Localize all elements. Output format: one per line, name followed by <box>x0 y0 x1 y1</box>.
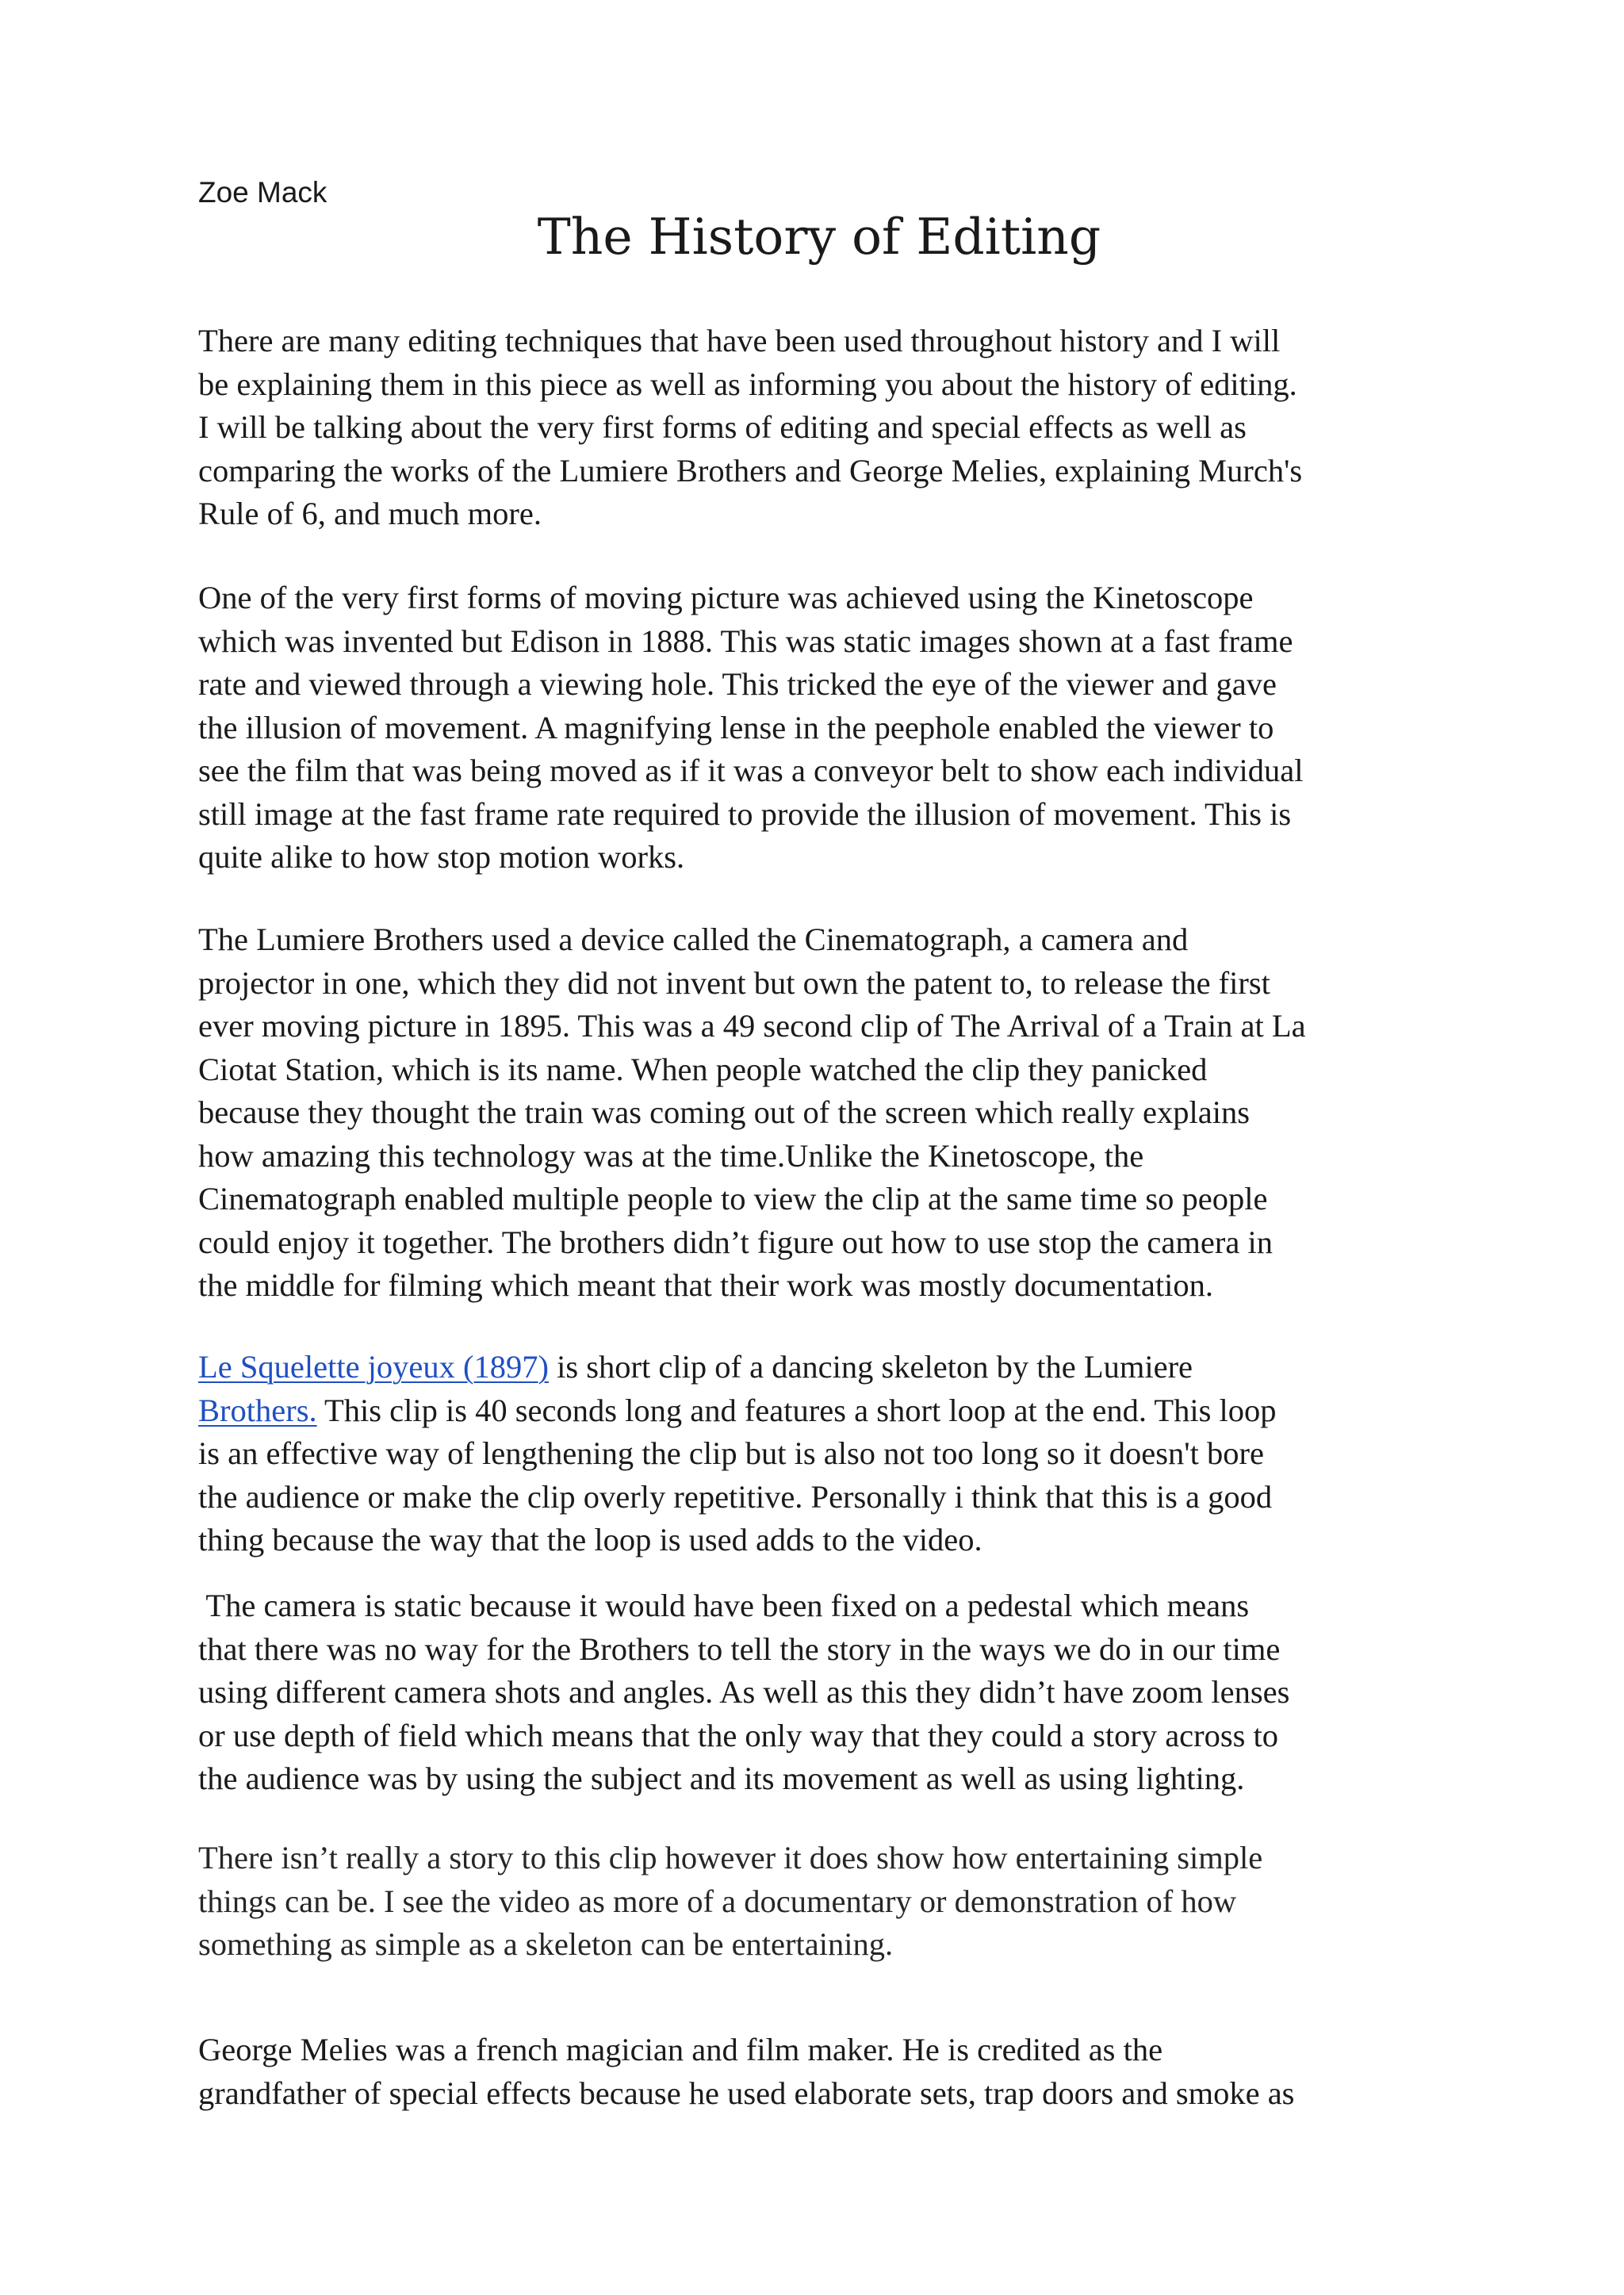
paragraph-static-camera <box>198 1584 1451 1801</box>
text-line: or use depth of field which means that the only way that they could a story across to <box>198 1717 1279 1753</box>
text-line: There isn’t really a story to this clip however it does show how entertaining simple <box>198 1840 1263 1875</box>
paragraph-story <box>198 1837 1451 1967</box>
text-line: Ciotat Station, which is its name. When people watched the clip they panicked <box>198 1051 1208 1087</box>
text-line: using different camera shots and angles. As well as this they didn’t have zoom lenses <box>198 1674 1290 1710</box>
text-line: George Melies was a french magician and film maker. He is credited as the <box>198 2032 1163 2067</box>
text-line: still image at the fast frame rate required to provide the illusion of movement. This is <box>198 795 1292 832</box>
text-line: the illusion of movement. A magnifying lense in the peephole enabled the viewer to <box>198 709 1274 745</box>
text-line: the audience or make the clip overly repetitive. Personally i think that this is a good <box>198 1478 1273 1515</box>
text-line: Cinematograph enabled multiple people to view the clip at the same time so people <box>198 1181 1268 1216</box>
text-line: There are many editing techniques that have been used throughout history and I will <box>198 323 1281 358</box>
paragraph-lumiere-brothers <box>198 918 1451 1308</box>
text-line: One of the very first forms of moving picture was achieved using the Kinetoscope <box>198 580 1254 615</box>
author-name: Zoe Mack <box>198 176 327 209</box>
text-line: rate and viewed through a viewing hole. This tricked the eye of the viewer and gave <box>198 666 1277 702</box>
text-line: projector in one, which they did not invent but own the patent to, to release the first <box>198 964 1270 1001</box>
text-line: things can be. I see the video as more of a documentary or demonstration of how <box>198 1883 1237 1919</box>
text-line <box>198 1346 1451 1389</box>
text-line: comparing the works of the Lumiere Brothers and George Melies, explaining Murch's <box>198 452 1303 489</box>
text-line: quite alike to how stop motion works. <box>198 839 685 875</box>
text-line: which was invented but Edison in 1888. This was static images shown at a fast frame <box>198 623 1293 659</box>
text-line: something as simple as a skeleton can be entertaining. <box>198 1926 894 1962</box>
paragraph-intro <box>198 320 1451 536</box>
paragraph-le-squelette <box>198 1346 1451 1562</box>
paragraph-george-melies <box>198 2029 1451 2115</box>
text-line: ever moving picture in 1895. This was a 49 second clip of The Arrival of a Train at La <box>198 1008 1306 1044</box>
text-run: is short clip of a dancing skeleton by the Lumiere <box>549 1349 1193 1385</box>
film-link[interactable]: Le Squelette joyeux (1897) <box>198 1349 549 1385</box>
text-line: The camera is static because it would have been fixed on a pedestal which means <box>198 1588 1250 1623</box>
text-line: be explaining them in this piece as well as informing you about the history of editing. <box>198 366 1297 402</box>
text-line: that there was no way for the Brothers to tell the story in the ways we do in our time <box>198 1630 1281 1667</box>
text-run: This clip is 40 seconds long and features a short loop at the end. This loop <box>316 1392 1277 1428</box>
text-line: Rule of 6, and much more. <box>198 496 542 531</box>
text-line: The Lumiere Brothers used a device called the Cinematograph, a camera and <box>198 921 1189 957</box>
text-line: because they thought the train was coming out of the screen which really explains <box>198 1094 1250 1130</box>
text-line: I will be talking about the very first forms of editing and special effects as well as <box>198 409 1247 445</box>
text-line: thing because the way that the loop is used adds to the video. <box>198 1522 982 1557</box>
text-line: could enjoy it together. The brothers didn’t figure out how to use stop the camera in <box>198 1224 1273 1260</box>
text-line: the middle for filming which meant that their work was mostly documentation. <box>198 1267 1213 1303</box>
text-line: is an effective way of lengthening the clip but is also not too long so it doesn't bore <box>198 1435 1264 1471</box>
text-line: see the film that was being moved as if it was a conveyor belt to show each individual <box>198 753 1304 788</box>
text-line: how amazing this technology was at the time.Unlike the Kinetoscope, the <box>198 1137 1144 1174</box>
page-title: The History of Editing <box>537 208 1101 266</box>
text-line: grandfather of special effects because he used elaborate sets, trap doors and smoke as <box>198 2075 1295 2111</box>
text-line: the audience was by using the subject and its movement as well as using lighting. <box>198 1761 1245 1796</box>
paragraph-kinetoscope <box>198 577 1451 879</box>
text-line <box>198 1389 1451 1433</box>
film-link-continued[interactable]: Brothers. <box>198 1392 317 1428</box>
